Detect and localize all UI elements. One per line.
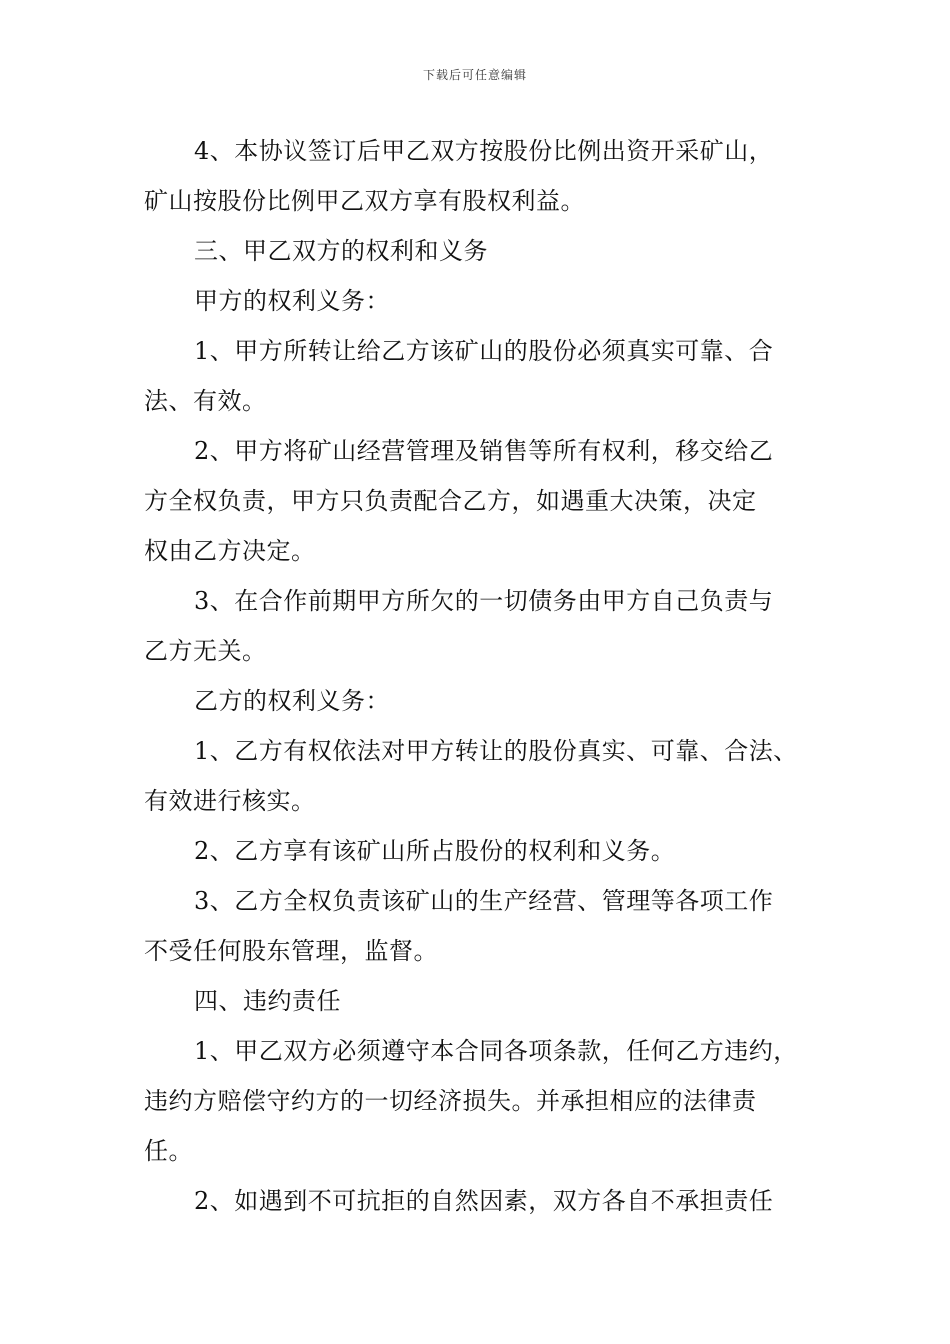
paragraph-line: 2、甲方将矿山经营管理及销售等所有权利，移交给乙 xyxy=(194,437,774,465)
paragraph-line: 1、甲乙双方必须遵守本合同各项条款，任何乙方违约， xyxy=(194,1037,798,1065)
subsection-heading: 甲方的权利义务： xyxy=(194,287,390,315)
paragraph-line: 权由乙方决定。 xyxy=(144,537,316,565)
section-heading: 三、甲乙双方的权利和义务 xyxy=(194,237,488,265)
paragraph-line: 法、有效。 xyxy=(144,387,267,415)
paragraph-line: 1、乙方有权依法对甲方转让的股份真实、可靠、合法、 xyxy=(194,737,798,765)
paragraph-line: 乙方无关。 xyxy=(144,637,267,665)
paragraph-line: 2、如遇到不可抗拒的自然因素，双方各自不承担责任 xyxy=(194,1187,774,1215)
paragraph-line: 不受任何股东管理，监督。 xyxy=(144,937,438,965)
paragraph-line: 矿山按股份比例甲乙双方享有股权利益。 xyxy=(144,187,585,215)
paragraph-line: 4、本协议签订后甲乙双方按股份比例出资开采矿山， xyxy=(194,137,774,165)
paragraph-line: 3、在合作前期甲方所欠的一切债务由甲方自己负责与 xyxy=(194,587,774,615)
subsection-heading: 乙方的权利义务： xyxy=(194,687,390,715)
header-note: 下载后可任意编辑 xyxy=(422,68,527,82)
paragraph-line: 有效进行核实。 xyxy=(144,787,316,815)
paragraph-line: 方全权负责，甲方只负责配合乙方，如遇重大决策，决定 xyxy=(144,487,757,515)
paragraph-line: 2、乙方享有该矿山所占股份的权利和义务。 xyxy=(194,837,676,865)
document-body xyxy=(144,126,824,1226)
paragraph-line: 3、乙方全权负责该矿山的生产经营、管理等各项工作 xyxy=(194,887,774,915)
section-heading: 四、违约责任 xyxy=(194,987,341,1015)
paragraph-line: 任。 xyxy=(144,1137,193,1165)
paragraph-line: 违约方赔偿守约方的一切经济损失。并承担相应的法律责 xyxy=(144,1087,757,1115)
paragraph-line: 1、甲方所转让给乙方该矿山的股份必须真实可靠、合 xyxy=(194,337,774,365)
